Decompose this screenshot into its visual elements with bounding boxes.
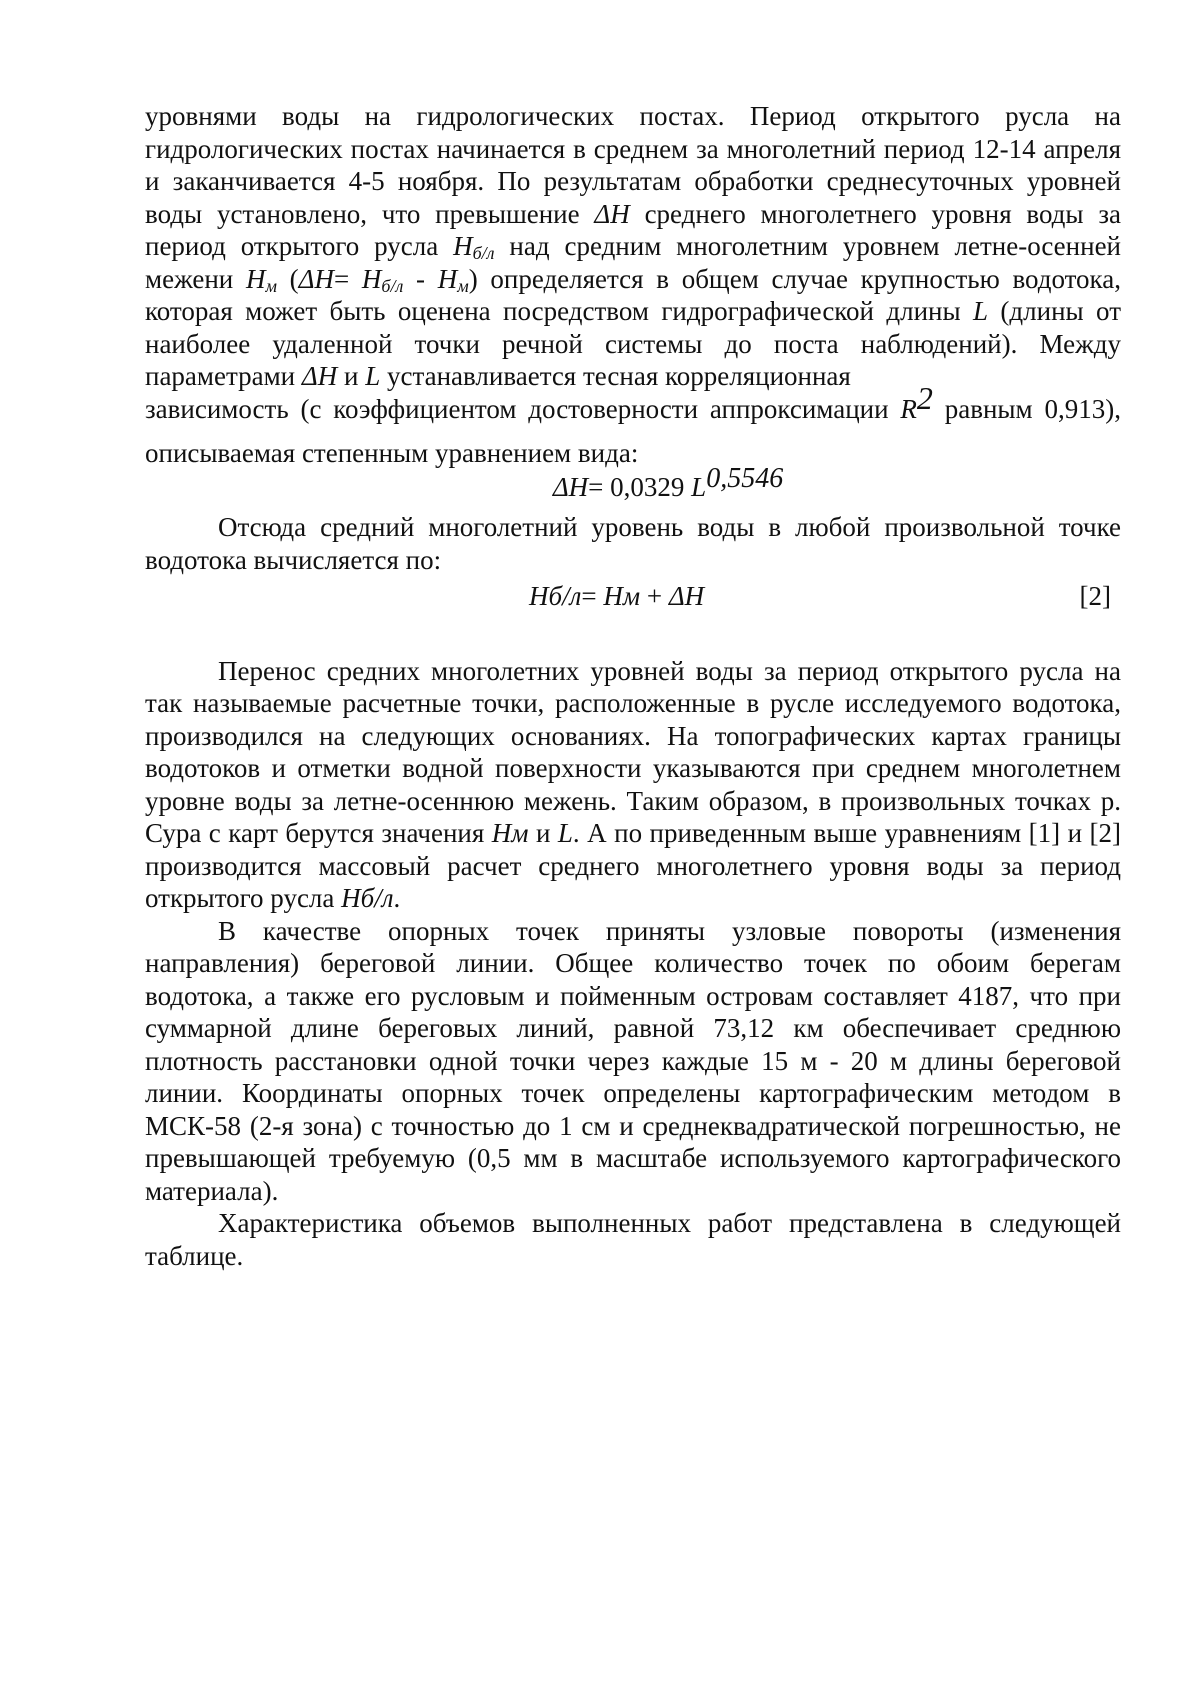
- text: Перенос средних многолетних уровней воды за период открытого русла на так называемые расчетные точки, расположенные в русле исследуемого водотока, производился на следующих основаниях. На топографических картах границы водотоков и отметки водной поверхности указываются при среднем многолетнем уровне воды за летне-осеннюю межень. Таким образом, в произвольных точках р. Сура с карт берутся значения: [145, 655, 1121, 848]
- delta-h-symbol: ΔH: [298, 263, 334, 294]
- subscript-bl: б/л: [381, 275, 404, 296]
- delta-h-symbol: ΔH: [301, 361, 338, 391]
- h-symbol: H: [437, 263, 458, 294]
- subscript-m: м: [457, 275, 469, 296]
- formula-lhs: ΔH: [552, 471, 589, 502]
- text: уровнями воды на гидрологических постах. Период открытого русла на гидрологических постах начинается в среднем за многолетний период 12-14 апреля и заканчивается 4-5 ноября. По результатам обработки среднесуточных уровней воды установлено, что превышение: [145, 101, 1121, 229]
- hm-symbol: Нм: [491, 818, 529, 848]
- formula-plus: +: [640, 581, 669, 611]
- formula-hm: Нм: [603, 581, 641, 611]
- text: .: [393, 883, 401, 913]
- h-symbol: H: [453, 231, 473, 261]
- paragraph-continuation: [145, 379, 1121, 475]
- subscript-m: м: [265, 275, 277, 296]
- paragraph-average-level: Отсюда средний многолетний уровень воды в любой произвольной точке водотока вычисляется по:: [145, 512, 1121, 575]
- r-symbol: R: [900, 393, 917, 424]
- superscript-2: 2: [916, 379, 933, 416]
- formula-exponent: 0,5546: [706, 462, 784, 494]
- paragraph-reference-points: В качестве опорных точек приняты узловые повороты (изменения направления) береговой линии. Общее количество точек по обоим берегам водотока, а также его русловым и пойменным островам составляет 4187, что при суммарной длине береговых линий, равной 73,12 км обеспечивает среднюю плотность расстановки одной точки через каждые 15 м - 20 м длины береговой линии. Координаты опорных точек определены картографическим методом в МСК-58 (2-я зона) с точностью до 1 см и среднеквадратической погрешностью, не превышающей требуемую (0,5 мм в масштабе используемого картографического материала).: [145, 915, 1121, 1206]
- formula-level-sum: [145, 580, 1121, 613]
- h-symbol: H: [361, 263, 382, 294]
- formula-expression: [529, 580, 704, 613]
- text: зависимость (с коэффициентом достоверности аппроксимации: [145, 393, 901, 424]
- formula-hbl: Нб/л: [529, 581, 582, 611]
- formula-l: L: [691, 471, 707, 502]
- text: устанавливается тесная корреляционная: [380, 361, 851, 391]
- l-symbol: L: [557, 818, 573, 848]
- text: =: [333, 263, 362, 294]
- text: равным 0,913), описываемая степенным уравнением вида:: [145, 393, 1121, 468]
- document-page: [145, 100, 1121, 1272]
- paragraph-open-channel-period: [145, 100, 1121, 393]
- paragraph-transfer-levels: [145, 655, 1121, 915]
- formula-number: [2]: [1079, 581, 1111, 611]
- text: среднего многолетнего уровня воды за период открытого русла: [145, 198, 1122, 261]
- hbl-symbol: Нб/л: [341, 883, 394, 913]
- l-symbol: L: [365, 361, 381, 391]
- text: . А по приведенным выше уравнениям [1] и [2] производится массовый расчет среднего многолетнего уровня воды за период открытого русла: [145, 818, 1122, 913]
- text: (: [276, 263, 299, 294]
- formula-power-equation: [145, 462, 1121, 504]
- text: и: [337, 361, 366, 391]
- text: и: [528, 818, 558, 848]
- subscript-bl: б/л: [472, 243, 495, 263]
- delta-h-symbol: ΔH: [594, 198, 630, 229]
- h-symbol: H: [245, 263, 266, 294]
- formula-dh: ΔH: [668, 581, 705, 611]
- text: над средним многолетним уровнем летне-осенней межени: [145, 231, 1122, 294]
- formula-coefficient: = 0,0329: [588, 471, 692, 502]
- text: ) определяется в общем случае крупностью водотока, которая может быть оценена посредством гидрографической длины: [145, 263, 1121, 326]
- l-symbol: L: [973, 296, 989, 326]
- text: (длины от наиболее удаленной точки речной системы до поста наблюдений). Между параметрами: [145, 296, 1121, 391]
- text: -: [403, 263, 438, 294]
- formula-eq: =: [581, 581, 604, 611]
- paragraph-work-volume: Характеристика объемов выполненных работ представлена в следующей таблице.: [145, 1208, 1121, 1271]
